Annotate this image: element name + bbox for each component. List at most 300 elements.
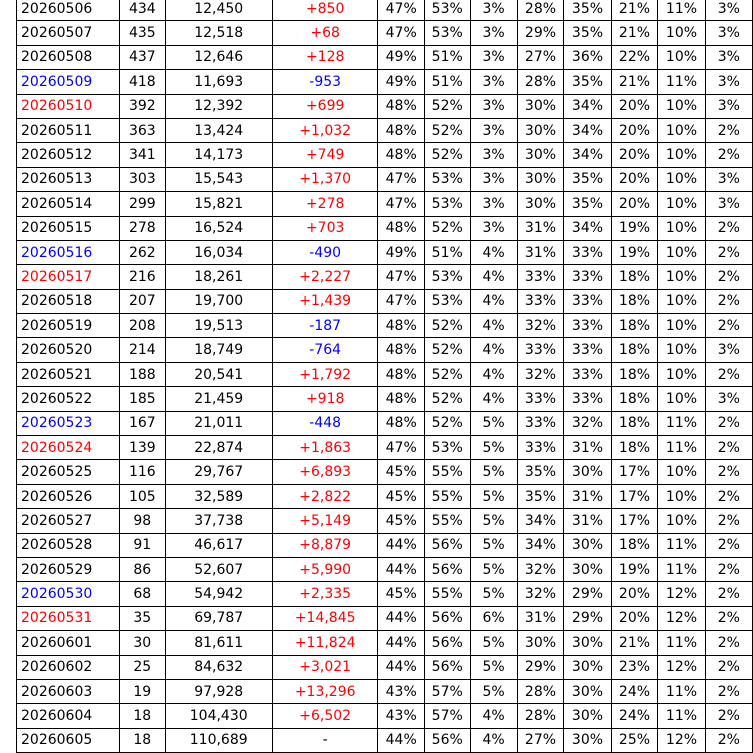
table-row — [17, 265, 753, 289]
percent-cell-5: 33% — [564, 240, 611, 264]
percent-cell-3: 3% — [470, 167, 517, 191]
percent-cell-2: 57% — [424, 679, 470, 703]
table-row — [17, 240, 753, 264]
percent-cell-5: 35% — [564, 167, 611, 191]
percent-cell-8: 3% — [705, 21, 752, 45]
total-cell: 97,928 — [165, 679, 272, 703]
percent-cell-4: 30% — [517, 94, 564, 118]
percent-cell-6: 24% — [611, 679, 658, 703]
percent-cell-3: 3% — [470, 45, 517, 69]
percent-cell-7: 10% — [658, 484, 705, 508]
percent-cell-5: 33% — [564, 387, 611, 411]
change-cell: -953 — [272, 70, 378, 94]
table-row — [17, 655, 753, 679]
table-row — [17, 314, 753, 338]
percent-cell-3: 4% — [470, 314, 517, 338]
percent-cell-1: 48% — [378, 411, 425, 435]
percent-cell-5: 33% — [564, 362, 611, 386]
percent-cell-5: 29% — [564, 582, 611, 606]
change-cell: +13,296 — [272, 679, 378, 703]
percent-cell-8: 3% — [705, 338, 752, 362]
date-cell: 20260512 — [17, 143, 120, 167]
change-cell: +5,149 — [272, 509, 378, 533]
date-cell: 20260602 — [17, 655, 120, 679]
percent-cell-2: 56% — [424, 606, 470, 630]
percent-cell-1: 48% — [378, 387, 425, 411]
percent-cell-7: 10% — [658, 314, 705, 338]
change-cell: +128 — [272, 45, 378, 69]
percent-cell-8: 2% — [705, 436, 752, 460]
percent-cell-6: 18% — [611, 387, 658, 411]
rank-cell: 278 — [120, 216, 165, 240]
date-cell: 20260516 — [17, 240, 120, 264]
rank-cell: 91 — [120, 533, 165, 557]
total-cell: 32,589 — [165, 484, 272, 508]
percent-cell-7: 11% — [658, 411, 705, 435]
percent-cell-1: 44% — [378, 533, 425, 557]
percent-cell-6: 18% — [611, 265, 658, 289]
percent-cell-7: 10% — [658, 192, 705, 216]
percent-cell-1: 47% — [378, 289, 425, 313]
rank-cell: 18 — [120, 728, 165, 752]
percent-cell-1: 49% — [378, 45, 425, 69]
percent-cell-1: 47% — [378, 265, 425, 289]
change-cell: +8,879 — [272, 533, 378, 557]
percent-cell-3: 5% — [470, 509, 517, 533]
percent-cell-3: 6% — [470, 606, 517, 630]
percent-cell-7: 10% — [658, 289, 705, 313]
change-cell: +5,990 — [272, 557, 378, 581]
percent-cell-3: 5% — [470, 557, 517, 581]
percent-cell-3: 3% — [470, 118, 517, 142]
percent-cell-1: 44% — [378, 606, 425, 630]
total-cell: 84,632 — [165, 655, 272, 679]
change-cell: +699 — [272, 94, 378, 118]
percent-cell-2: 55% — [424, 460, 470, 484]
percent-cell-4: 30% — [517, 167, 564, 191]
percent-cell-8: 2% — [705, 582, 752, 606]
rank-cell: 262 — [120, 240, 165, 264]
rank-cell: 68 — [120, 582, 165, 606]
change-cell: +1,792 — [272, 362, 378, 386]
total-cell: 12,450 — [165, 0, 272, 21]
change-cell: +6,502 — [272, 704, 378, 728]
rank-cell: 30 — [120, 631, 165, 655]
rank-cell: 19 — [120, 679, 165, 703]
change-cell: +850 — [272, 0, 378, 21]
total-cell: 19,513 — [165, 314, 272, 338]
total-cell: 14,173 — [165, 143, 272, 167]
total-cell: 81,611 — [165, 631, 272, 655]
percent-cell-2: 56% — [424, 631, 470, 655]
rank-cell: 116 — [120, 460, 165, 484]
change-cell: +703 — [272, 216, 378, 240]
change-cell: +2,822 — [272, 484, 378, 508]
percent-cell-3: 5% — [470, 460, 517, 484]
percent-cell-3: 3% — [470, 70, 517, 94]
percent-cell-1: 48% — [378, 362, 425, 386]
table-row — [17, 557, 753, 581]
percent-cell-7: 10% — [658, 460, 705, 484]
percent-cell-2: 56% — [424, 533, 470, 557]
change-cell: +11,824 — [272, 631, 378, 655]
rank-cell: 86 — [120, 557, 165, 581]
percent-cell-7: 10% — [658, 94, 705, 118]
total-cell: 52,607 — [165, 557, 272, 581]
percent-cell-8: 3% — [705, 0, 752, 21]
change-cell: - — [272, 728, 378, 752]
table-row — [17, 362, 753, 386]
date-cell: 20260521 — [17, 362, 120, 386]
percent-cell-4: 31% — [517, 240, 564, 264]
rank-cell: 208 — [120, 314, 165, 338]
percent-cell-1: 44% — [378, 557, 425, 581]
percent-cell-8: 2% — [705, 460, 752, 484]
percent-cell-6: 17% — [611, 460, 658, 484]
percent-cell-5: 30% — [564, 704, 611, 728]
rank-cell: 98 — [120, 509, 165, 533]
percent-cell-7: 11% — [658, 70, 705, 94]
percent-cell-5: 30% — [564, 728, 611, 752]
date-cell: 20260519 — [17, 314, 120, 338]
percent-cell-6: 17% — [611, 509, 658, 533]
percent-cell-6: 20% — [611, 192, 658, 216]
percent-cell-6: 18% — [611, 314, 658, 338]
date-cell: 20260605 — [17, 728, 120, 752]
percent-cell-4: 33% — [517, 338, 564, 362]
total-cell: 110,689 — [165, 728, 272, 752]
percent-cell-7: 11% — [658, 533, 705, 557]
table-row — [17, 167, 753, 191]
percent-cell-6: 19% — [611, 216, 658, 240]
table-row — [17, 679, 753, 703]
percent-cell-6: 21% — [611, 70, 658, 94]
percent-cell-5: 29% — [564, 606, 611, 630]
total-cell: 29,767 — [165, 460, 272, 484]
percent-cell-7: 12% — [658, 582, 705, 606]
percent-cell-2: 53% — [424, 436, 470, 460]
percent-cell-2: 52% — [424, 143, 470, 167]
percent-cell-8: 2% — [705, 362, 752, 386]
date-cell: 20260531 — [17, 606, 120, 630]
rank-cell: 25 — [120, 655, 165, 679]
rank-cell: 216 — [120, 265, 165, 289]
rank-cell: 167 — [120, 411, 165, 435]
percent-cell-4: 29% — [517, 21, 564, 45]
percent-cell-7: 10% — [658, 509, 705, 533]
rank-cell: 139 — [120, 436, 165, 460]
total-cell: 16,034 — [165, 240, 272, 264]
date-cell: 20260513 — [17, 167, 120, 191]
percent-cell-7: 10% — [658, 143, 705, 167]
total-cell: 21,011 — [165, 411, 272, 435]
table-row — [17, 45, 753, 69]
rank-cell: 418 — [120, 70, 165, 94]
total-cell: 69,787 — [165, 606, 272, 630]
percent-cell-8: 3% — [705, 70, 752, 94]
percent-cell-7: 11% — [658, 679, 705, 703]
percent-cell-6: 20% — [611, 94, 658, 118]
percent-cell-4: 32% — [517, 582, 564, 606]
percent-cell-4: 34% — [517, 509, 564, 533]
rank-cell: 435 — [120, 21, 165, 45]
percent-cell-1: 47% — [378, 21, 425, 45]
percent-cell-2: 56% — [424, 728, 470, 752]
percent-cell-2: 52% — [424, 118, 470, 142]
percent-cell-7: 10% — [658, 265, 705, 289]
percent-cell-4: 28% — [517, 679, 564, 703]
table-row — [17, 338, 753, 362]
table-row — [17, 387, 753, 411]
percent-cell-6: 18% — [611, 411, 658, 435]
percent-cell-3: 3% — [470, 143, 517, 167]
percent-cell-5: 30% — [564, 533, 611, 557]
percent-cell-4: 28% — [517, 70, 564, 94]
percent-cell-2: 53% — [424, 265, 470, 289]
percent-cell-7: 11% — [658, 0, 705, 21]
table-row — [17, 143, 753, 167]
percent-cell-2: 52% — [424, 94, 470, 118]
percent-cell-4: 32% — [517, 362, 564, 386]
date-cell: 20260528 — [17, 533, 120, 557]
percent-cell-4: 33% — [517, 436, 564, 460]
percent-cell-3: 3% — [470, 216, 517, 240]
percent-cell-2: 55% — [424, 582, 470, 606]
change-cell: +1,032 — [272, 118, 378, 142]
percent-cell-4: 32% — [517, 557, 564, 581]
percent-cell-7: 10% — [658, 362, 705, 386]
percent-cell-1: 48% — [378, 216, 425, 240]
total-cell: 12,646 — [165, 45, 272, 69]
total-cell: 15,821 — [165, 192, 272, 216]
percent-cell-2: 52% — [424, 411, 470, 435]
table-row — [17, 216, 753, 240]
percent-cell-4: 29% — [517, 655, 564, 679]
rank-cell: 434 — [120, 0, 165, 21]
percent-cell-5: 32% — [564, 411, 611, 435]
total-cell: 18,261 — [165, 265, 272, 289]
rank-cell: 437 — [120, 45, 165, 69]
date-cell: 20260511 — [17, 118, 120, 142]
date-cell: 20260601 — [17, 631, 120, 655]
percent-cell-8: 2% — [705, 143, 752, 167]
percent-cell-3: 4% — [470, 704, 517, 728]
percent-cell-4: 27% — [517, 45, 564, 69]
change-cell: +6,893 — [272, 460, 378, 484]
percent-cell-5: 34% — [564, 216, 611, 240]
percent-cell-7: 11% — [658, 436, 705, 460]
percent-cell-5: 33% — [564, 265, 611, 289]
percent-cell-6: 22% — [611, 45, 658, 69]
percent-cell-1: 44% — [378, 631, 425, 655]
percent-cell-8: 2% — [705, 509, 752, 533]
percent-cell-3: 5% — [470, 484, 517, 508]
percent-cell-2: 53% — [424, 21, 470, 45]
percent-cell-8: 2% — [705, 314, 752, 338]
percent-cell-2: 53% — [424, 289, 470, 313]
rank-cell: 185 — [120, 387, 165, 411]
percent-cell-5: 34% — [564, 94, 611, 118]
percent-cell-3: 3% — [470, 94, 517, 118]
change-cell: +2,335 — [272, 582, 378, 606]
date-cell: 20260525 — [17, 460, 120, 484]
percent-cell-6: 20% — [611, 582, 658, 606]
percent-cell-4: 35% — [517, 460, 564, 484]
percent-cell-3: 5% — [470, 436, 517, 460]
percent-cell-1: 48% — [378, 143, 425, 167]
change-cell: -448 — [272, 411, 378, 435]
rank-cell: 207 — [120, 289, 165, 313]
total-cell: 19,700 — [165, 289, 272, 313]
rank-cell: 299 — [120, 192, 165, 216]
percent-cell-4: 33% — [517, 265, 564, 289]
percent-cell-6: 18% — [611, 533, 658, 557]
percent-cell-6: 18% — [611, 289, 658, 313]
date-cell: 20260524 — [17, 436, 120, 460]
percent-cell-8: 2% — [705, 240, 752, 264]
percent-cell-8: 2% — [705, 606, 752, 630]
total-cell: 20,541 — [165, 362, 272, 386]
total-cell: 18,749 — [165, 338, 272, 362]
stats-table — [16, 0, 753, 753]
change-cell: +3,021 — [272, 655, 378, 679]
table-row — [17, 533, 753, 557]
percent-cell-2: 53% — [424, 192, 470, 216]
percent-cell-7: 11% — [658, 704, 705, 728]
percent-cell-3: 4% — [470, 387, 517, 411]
percent-cell-3: 5% — [470, 533, 517, 557]
change-cell: -187 — [272, 314, 378, 338]
table-row — [17, 460, 753, 484]
percent-cell-2: 52% — [424, 314, 470, 338]
percent-cell-4: 27% — [517, 728, 564, 752]
change-cell: +1,863 — [272, 436, 378, 460]
percent-cell-8: 3% — [705, 387, 752, 411]
percent-cell-6: 20% — [611, 167, 658, 191]
total-cell: 104,430 — [165, 704, 272, 728]
percent-cell-6: 20% — [611, 143, 658, 167]
percent-cell-1: 48% — [378, 338, 425, 362]
table-row — [17, 631, 753, 655]
date-cell: 20260514 — [17, 192, 120, 216]
date-cell: 20260530 — [17, 582, 120, 606]
percent-cell-1: 48% — [378, 94, 425, 118]
rank-cell: 214 — [120, 338, 165, 362]
percent-cell-6: 21% — [611, 21, 658, 45]
date-cell: 20260523 — [17, 411, 120, 435]
percent-cell-7: 12% — [658, 728, 705, 752]
total-cell: 15,543 — [165, 167, 272, 191]
percent-cell-8: 2% — [705, 289, 752, 313]
percent-cell-1: 48% — [378, 118, 425, 142]
percent-cell-4: 30% — [517, 118, 564, 142]
percent-cell-2: 52% — [424, 216, 470, 240]
percent-cell-4: 28% — [517, 0, 564, 21]
percent-cell-7: 12% — [658, 655, 705, 679]
total-cell: 13,424 — [165, 118, 272, 142]
percent-cell-8: 2% — [705, 704, 752, 728]
change-cell: +749 — [272, 143, 378, 167]
table-row — [17, 21, 753, 45]
change-cell: +918 — [272, 387, 378, 411]
percent-cell-1: 47% — [378, 167, 425, 191]
rank-cell: 18 — [120, 704, 165, 728]
percent-cell-6: 20% — [611, 606, 658, 630]
total-cell: 22,874 — [165, 436, 272, 460]
date-cell: 20260518 — [17, 289, 120, 313]
percent-cell-3: 5% — [470, 631, 517, 655]
date-cell: 20260507 — [17, 21, 120, 45]
percent-cell-5: 31% — [564, 436, 611, 460]
percent-cell-3: 5% — [470, 582, 517, 606]
total-cell: 54,942 — [165, 582, 272, 606]
table-row — [17, 704, 753, 728]
rank-cell: 341 — [120, 143, 165, 167]
total-cell: 37,738 — [165, 509, 272, 533]
total-cell: 12,518 — [165, 21, 272, 45]
percent-cell-4: 33% — [517, 289, 564, 313]
percent-cell-5: 35% — [564, 0, 611, 21]
total-cell: 16,524 — [165, 216, 272, 240]
percent-cell-3: 5% — [470, 411, 517, 435]
rank-cell: 35 — [120, 606, 165, 630]
percent-cell-1: 43% — [378, 704, 425, 728]
total-cell: 21,459 — [165, 387, 272, 411]
date-cell: 20260526 — [17, 484, 120, 508]
rank-cell: 392 — [120, 94, 165, 118]
table-row — [17, 509, 753, 533]
total-cell: 12,392 — [165, 94, 272, 118]
percent-cell-6: 19% — [611, 240, 658, 264]
percent-cell-4: 34% — [517, 533, 564, 557]
percent-cell-2: 51% — [424, 45, 470, 69]
percent-cell-7: 10% — [658, 240, 705, 264]
percent-cell-4: 31% — [517, 216, 564, 240]
percent-cell-6: 21% — [611, 0, 658, 21]
date-cell: 20260515 — [17, 216, 120, 240]
date-cell: 20260604 — [17, 704, 120, 728]
percent-cell-1: 47% — [378, 0, 425, 21]
percent-cell-4: 30% — [517, 631, 564, 655]
percent-cell-4: 28% — [517, 704, 564, 728]
table-row — [17, 192, 753, 216]
percent-cell-7: 10% — [658, 338, 705, 362]
percent-cell-3: 3% — [470, 192, 517, 216]
date-cell: 20260509 — [17, 70, 120, 94]
change-cell: +14,845 — [272, 606, 378, 630]
percent-cell-1: 49% — [378, 70, 425, 94]
percent-cell-8: 2% — [705, 728, 752, 752]
total-cell: 11,693 — [165, 70, 272, 94]
percent-cell-7: 10% — [658, 216, 705, 240]
change-cell: -490 — [272, 240, 378, 264]
percent-cell-8: 2% — [705, 411, 752, 435]
percent-cell-3: 3% — [470, 21, 517, 45]
percent-cell-5: 30% — [564, 460, 611, 484]
percent-cell-8: 2% — [705, 557, 752, 581]
percent-cell-5: 30% — [564, 655, 611, 679]
percent-cell-2: 55% — [424, 509, 470, 533]
percent-cell-4: 30% — [517, 143, 564, 167]
rank-cell: 105 — [120, 484, 165, 508]
percent-cell-2: 51% — [424, 70, 470, 94]
percent-cell-5: 30% — [564, 679, 611, 703]
percent-cell-7: 10% — [658, 45, 705, 69]
percent-cell-3: 4% — [470, 289, 517, 313]
percent-cell-5: 31% — [564, 484, 611, 508]
percent-cell-4: 32% — [517, 314, 564, 338]
change-cell: -764 — [272, 338, 378, 362]
